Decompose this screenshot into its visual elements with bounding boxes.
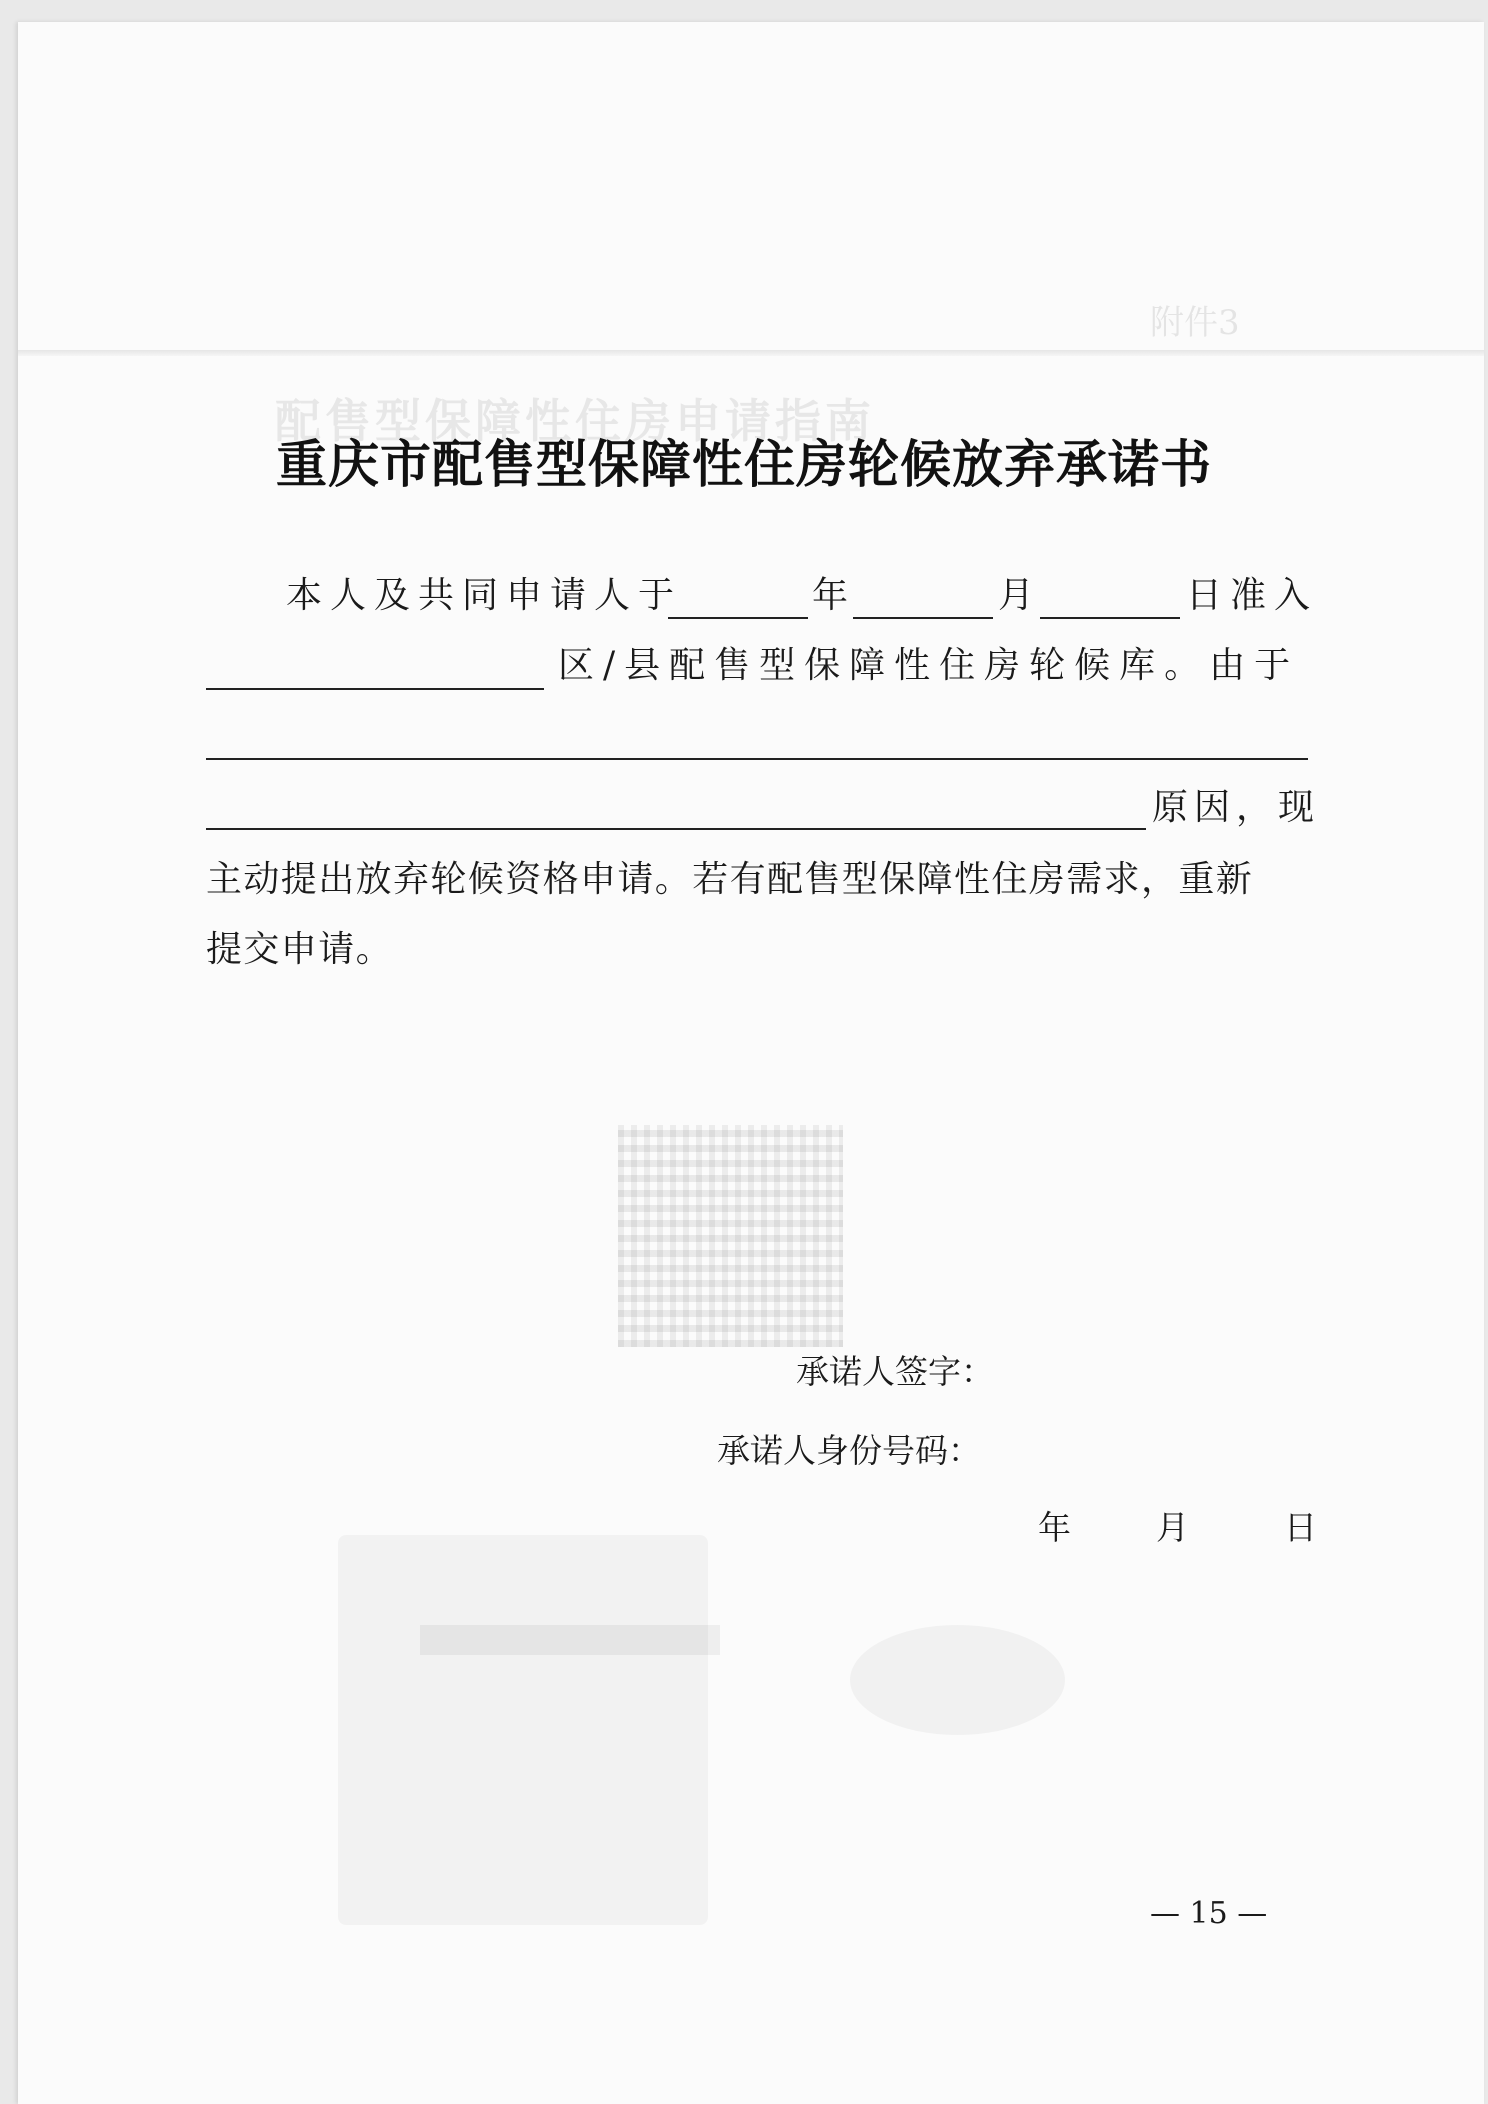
id-number-label: 承诺人身份号码：	[717, 1431, 981, 1470]
bleed-through-phone-screenshot	[338, 1535, 708, 1925]
paragraph-line-5: 主动提出放弃轮候资格申请。若有配售型保障性住房需求，重新	[206, 859, 1254, 900]
paragraph-line-1-d: 日准入	[1186, 575, 1319, 616]
bleed-through-label: 附件3	[1150, 303, 1240, 343]
date-year-label: 年	[1038, 1508, 1071, 1547]
paragraph-line-2: 区/县配售型保障性住房轮候库。由于	[558, 645, 1300, 686]
paragraph-line-4: 原因，现	[1152, 787, 1321, 828]
date-day-label: 日	[1284, 1508, 1317, 1547]
date-month-label: 月	[1156, 1508, 1189, 1547]
paragraph-line-1-c: 月	[998, 575, 1035, 616]
blank-year	[668, 617, 808, 619]
paragraph-line-1-b: 年	[812, 575, 849, 616]
blank-reason-line-2	[206, 828, 1146, 830]
blank-month	[853, 617, 993, 619]
page-number: — 15 —	[1150, 1896, 1268, 1931]
paragraph-line-1-a: 本人及共同申请人于	[286, 575, 683, 616]
document-title: 重庆市配售型保障性住房轮候放弃承诺书	[275, 435, 1212, 495]
blank-day	[1040, 617, 1180, 619]
signer-label: 承诺人签字：	[796, 1352, 994, 1391]
document-page	[18, 22, 1484, 2104]
bleed-through-qr-code	[618, 1125, 843, 1347]
paragraph-line-6: 提交申请。	[206, 929, 394, 970]
bleed-through-bar	[420, 1625, 720, 1655]
bleed-through-oval	[850, 1625, 1065, 1735]
blank-reason-line-1	[206, 758, 1308, 760]
bleed-through-heading: 配售型保障性住房申请指南	[275, 394, 875, 448]
page-fold-shadow	[18, 350, 1484, 356]
blank-district	[206, 688, 544, 690]
